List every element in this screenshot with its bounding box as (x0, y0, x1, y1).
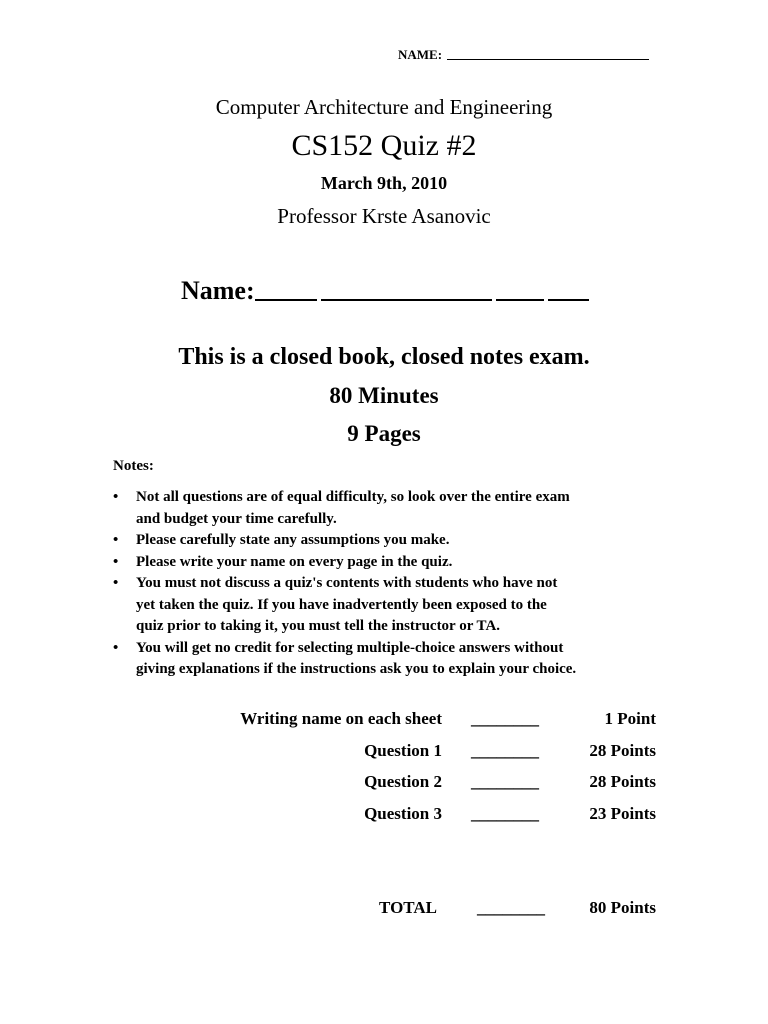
bullet-icon: • (113, 575, 119, 591)
quiz-title: CS152 Quiz #2 (291, 129, 477, 162)
exam-page-count: 9 Pages (347, 421, 421, 446)
score-points: 23 Points (589, 804, 656, 823)
note-text: You must not discuss a quiz's contents with students who have not yet taken the quiz. If you have inadvertently been exposed to the quiz prior to taking it, you must tell the instructor or TA. (136, 575, 558, 634)
bullet-icon: • (113, 553, 119, 570)
student-name-field (181, 276, 589, 306)
header-name-label: NAME: (398, 47, 443, 62)
score-row (0, 709, 768, 735)
exam-duration: 80 Minutes (329, 383, 439, 408)
header-name-line (447, 59, 649, 60)
total-points: 80 Points (589, 898, 656, 917)
score-blank: ________ (471, 741, 539, 760)
student-name-line (321, 299, 492, 301)
professor-name: Professor Krste Asanovic (277, 204, 491, 228)
notes-label: Notes: (113, 458, 154, 474)
note-text: Please carefully state any assumptions you make. (136, 532, 450, 548)
score-label: Writing name on each sheet (240, 709, 442, 728)
note-text: You will get no credit for selecting multiple-choice answers without giving explanations if the instructions ask you to explain your choice. (136, 639, 577, 677)
score-label: Question 1 (364, 741, 442, 760)
score-label: Question 3 (364, 804, 442, 823)
list-item (113, 552, 673, 574)
bullet-icon: • (113, 639, 119, 656)
closed-book-notice: This is a closed book, closed notes exam. (178, 344, 590, 370)
score-row (0, 741, 768, 767)
list-item (113, 530, 673, 552)
total-row (0, 898, 768, 924)
score-blank: ________ (471, 772, 539, 791)
total-label: TOTAL (379, 898, 437, 917)
list-item (113, 638, 673, 681)
course-title: Computer Architecture and Engineering (215, 95, 553, 119)
header-name-field (398, 47, 649, 63)
score-blank: ________ (471, 804, 539, 823)
note-text: Not all questions are of equal difficulty, so look over the entire exam and budget your time carefully. (136, 489, 570, 527)
student-name-line (496, 299, 544, 301)
score-blank: ________ (471, 709, 539, 728)
list-item (113, 487, 673, 530)
score-points: 1 Point (604, 709, 656, 728)
list-item (113, 573, 673, 638)
score-row (0, 804, 768, 830)
student-name-line (255, 299, 317, 301)
score-points: 28 Points (589, 772, 656, 791)
student-name-label: Name: (181, 276, 255, 305)
notes-list (113, 487, 673, 681)
student-name-line (548, 299, 589, 301)
bullet-icon: • (113, 489, 119, 505)
note-text: Please write your name on every page in the quiz. (136, 553, 453, 570)
score-row (0, 772, 768, 798)
score-label: Question 2 (364, 772, 442, 791)
bullet-icon: • (113, 532, 119, 548)
quiz-date: March 9th, 2010 (320, 173, 448, 193)
score-points: 28 Points (589, 741, 656, 760)
total-blank: ________ (477, 898, 545, 917)
